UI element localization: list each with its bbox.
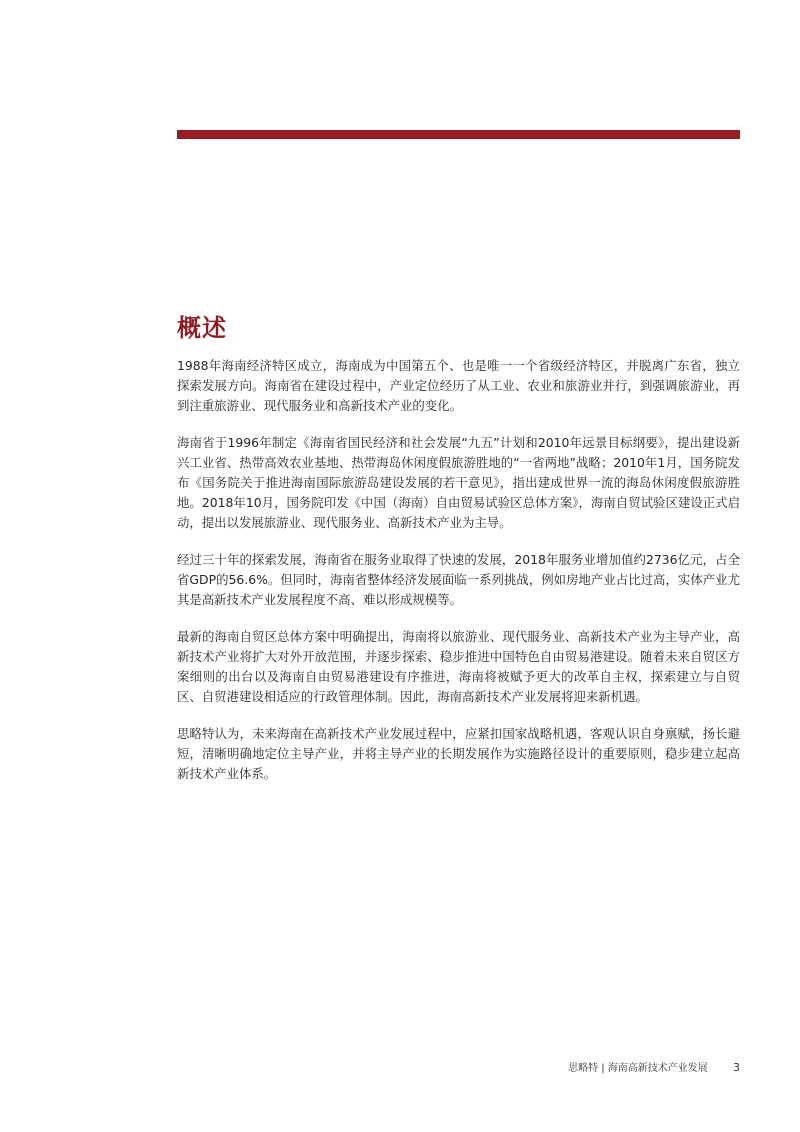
page-number: 3: [733, 1061, 740, 1074]
paragraph-5: 思略特认为，未来海南在高新技术产业发展过程中，应紧扣国家战略机遇，客观认识自身禀赋，扬长避短，清晰明确地定位主导产业，并将主导产业的长期发展作为实施路径设计的重要原则，稳步建立起高新技术产业体系。: [177, 726, 740, 781]
page-footer: [500, 1060, 740, 1076]
section-title: 概述: [177, 314, 227, 342]
paragraph-1: 1988年海南经济特区成立，海南成为中国第五个、也是唯一一个省级经济特区，并脱离广东省，独立探索发展方向。海南省在建设过程中，产业定位经历了从工业、农业和旅游业并行，到强调旅游业，再到注重旅游业、现代服务业和高新技术产业的变化。: [177, 358, 740, 413]
paragraph-2: 海南省于1996年制定《海南省国民经济和社会发展“九五”计划和2010年远景目标纲要》，提出建设新兴工业省、热带高效农业基地、热带海岛休闲度假旅游胜地的“一省两地”战略；2010年1月，国务院发布《国务院关于推进海南国际旅游岛建设发展的若干意见》，指出建成世界一流的海岛休闲度假旅游胜地。2018年10月，国务院印发《中国（海南）自由贸易试验区总体方案》，海南自贸试验区建设正式启动，提出以发展旅游业、现代服务业、高新技术产业为主导。: [177, 435, 740, 530]
header-accent-rule: [177, 130, 740, 139]
paragraph-4: 最新的海南自贸区总体方案中明确提出，海南将以旅游业、现代服务业、高新技术产业为主导产业，高新技术产业将扩大对外开放范围，并逐步探索、稳步推进中国特色自由贸易港建设。随着未来自贸区方案细则的出台以及海南自由贸易港建设有序推进，海南将被赋予更大的改革自主权，探索建立与自贸区、自贸港建设相适应的行政管理体制。因此，海南高新技术产业发展将迎来新机遇。: [177, 629, 740, 704]
body-text: [177, 356, 740, 801]
footer-publication: 思略特 | 海南高新技术产业发展: [568, 1063, 708, 1074]
paragraph-3: 经过三十年的探索发展，海南省在服务业取得了快速的发展，2018年服务业增加值约2736亿元，占全省GDP的56.6%。但同时，海南省整体经济发展面临一系列挑战，例如房地产业占比过高，实体产业尤其是高新技术产业发展程度不高、难以形成规模等。: [177, 552, 740, 607]
